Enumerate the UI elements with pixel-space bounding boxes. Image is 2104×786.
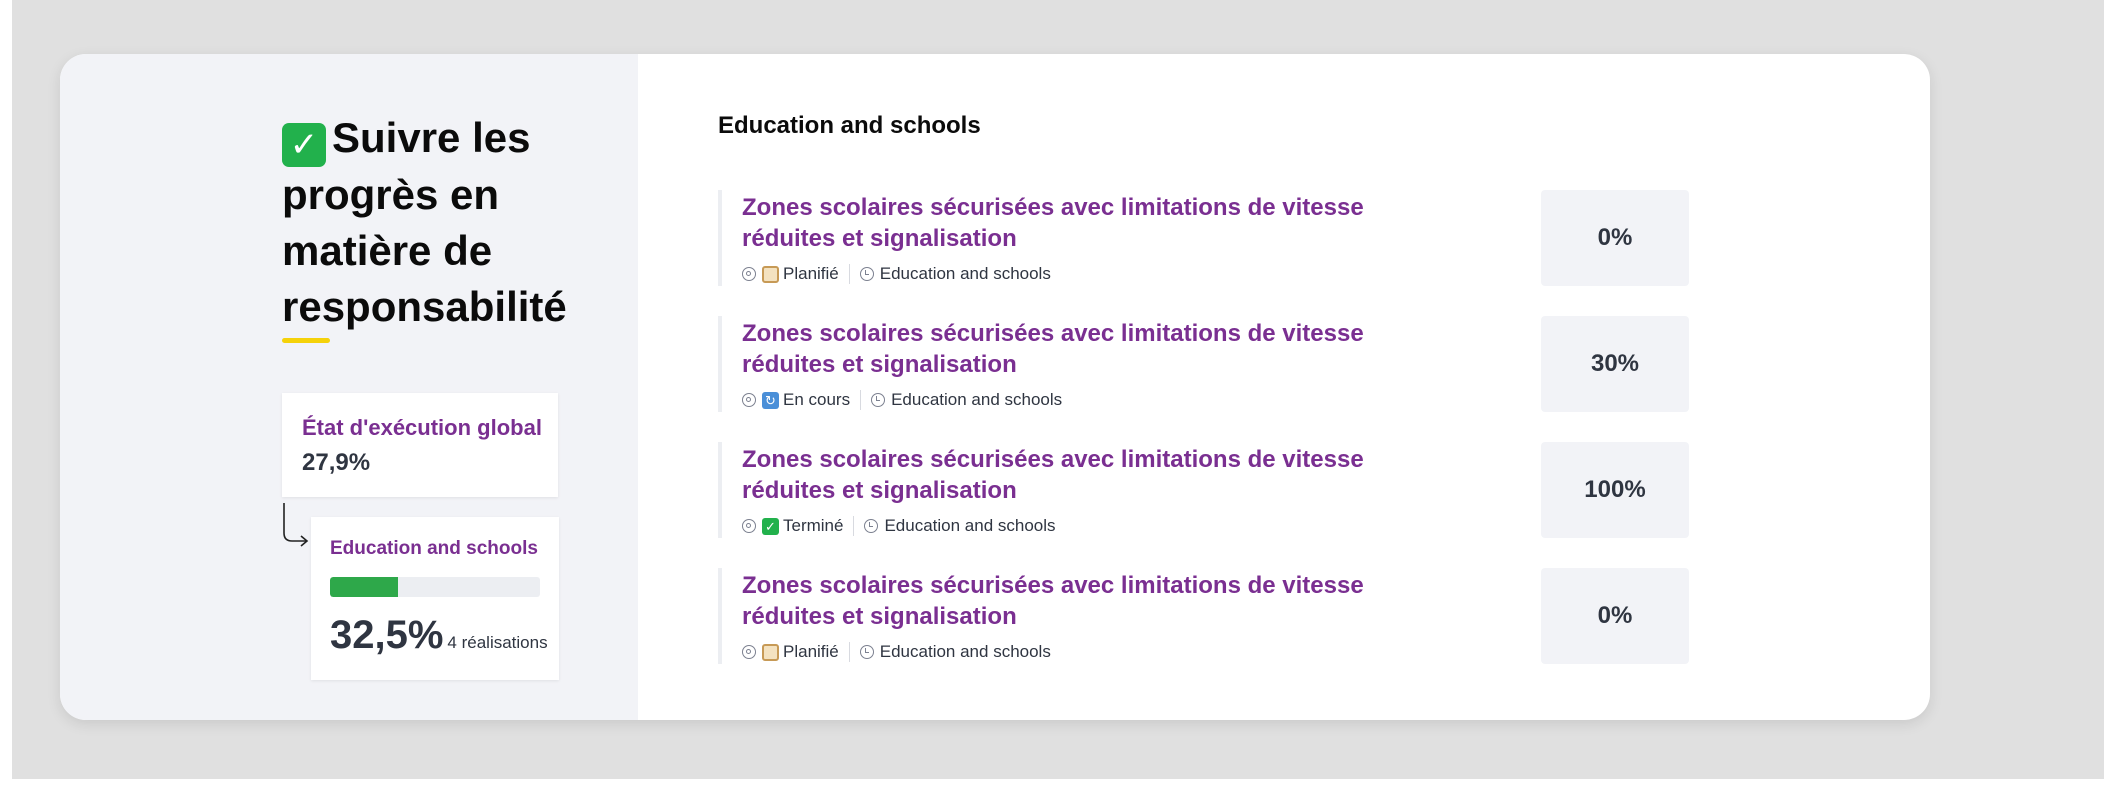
meta-separator bbox=[853, 516, 854, 536]
connector-arrow-icon bbox=[282, 503, 312, 547]
title-underline bbox=[282, 338, 330, 343]
page-title-text: Suivre les progrès en matière de responsabilité bbox=[282, 114, 567, 330]
category-progress-fill bbox=[330, 577, 398, 597]
clock-icon bbox=[871, 393, 885, 407]
achievement-category: Education and schools bbox=[884, 516, 1056, 535]
item-accent-bar bbox=[718, 568, 722, 664]
achievement-category: Education and schools bbox=[879, 264, 1051, 283]
achievement-category: Education and schools bbox=[879, 642, 1051, 661]
category-name: Education and schools bbox=[330, 538, 538, 559]
category-percent-value: 32,5% bbox=[330, 613, 444, 657]
achievement-percent: 100% bbox=[1541, 442, 1689, 538]
clipboard-icon bbox=[762, 644, 779, 661]
accountability-card bbox=[60, 54, 1930, 720]
category-progress-bar bbox=[330, 577, 540, 597]
category-progress-card[interactable] bbox=[311, 517, 559, 680]
item-accent-bar bbox=[718, 442, 722, 538]
achievement-category: Education and schools bbox=[891, 390, 1063, 409]
meta-separator bbox=[860, 390, 861, 410]
achievement-title-link[interactable]: Zones scolaires sécurisées avec limitations de vitesse réduites et signalisation bbox=[742, 446, 1364, 504]
achievement-percent: 0% bbox=[1541, 190, 1689, 286]
item-accent-bar bbox=[718, 190, 722, 286]
clock-icon bbox=[860, 267, 874, 281]
clock-icon bbox=[864, 519, 878, 533]
global-status-value: 27,9% bbox=[302, 449, 371, 476]
achievement-status: En cours bbox=[783, 390, 851, 409]
target-icon bbox=[742, 267, 756, 281]
section-heading: Education and schools bbox=[718, 112, 981, 139]
global-status-label: État d'exécution global bbox=[302, 415, 542, 440]
achievement-meta bbox=[742, 642, 1051, 662]
achievement-meta bbox=[742, 264, 1051, 284]
category-count: 4 réalisations bbox=[447, 633, 548, 652]
target-icon bbox=[742, 519, 756, 533]
meta-separator bbox=[849, 642, 850, 662]
left-panel bbox=[60, 54, 638, 720]
achievement-percent: 30% bbox=[1541, 316, 1689, 412]
item-accent-bar bbox=[718, 316, 722, 412]
achievement-title-link[interactable]: Zones scolaires sécurisées avec limitations de vitesse réduites et signalisation bbox=[742, 320, 1364, 378]
global-status-box bbox=[282, 393, 558, 497]
achievement-status: Planifié bbox=[783, 642, 839, 661]
page-title bbox=[282, 110, 612, 335]
meta-separator bbox=[849, 264, 850, 284]
target-icon bbox=[742, 393, 756, 407]
check-mark-icon: ✓ bbox=[282, 123, 326, 167]
achievement-status: Planifié bbox=[783, 264, 839, 283]
achievement-title-link[interactable]: Zones scolaires sécurisées avec limitations de vitesse réduites et signalisation bbox=[742, 194, 1364, 252]
achievement-meta bbox=[742, 516, 1056, 536]
category-percent bbox=[330, 613, 548, 658]
achievement-status: Terminé bbox=[783, 516, 844, 535]
target-icon bbox=[742, 645, 756, 659]
clipboard-icon bbox=[762, 266, 779, 283]
cycle-arrows-icon: ↻ bbox=[762, 392, 779, 409]
achievement-meta bbox=[742, 390, 1062, 410]
achievement-percent: 0% bbox=[1541, 568, 1689, 664]
check-mark-icon: ✓ bbox=[762, 518, 779, 535]
clock-icon bbox=[860, 645, 874, 659]
achievement-title-link[interactable]: Zones scolaires sécurisées avec limitations de vitesse réduites et signalisation bbox=[742, 572, 1364, 630]
